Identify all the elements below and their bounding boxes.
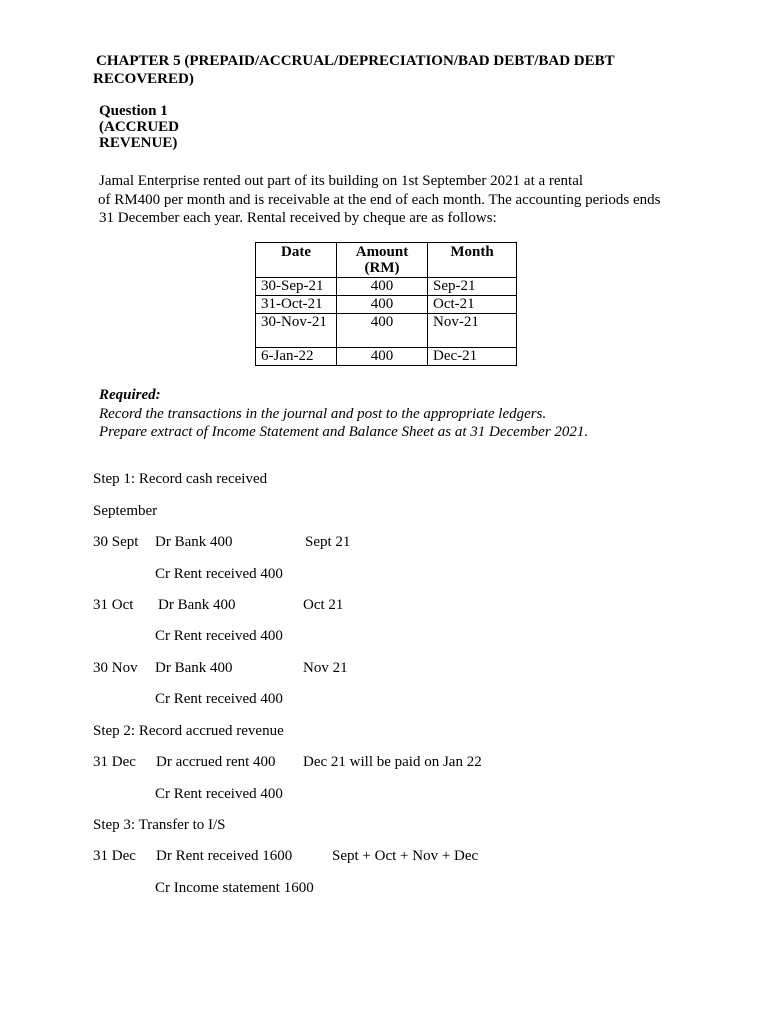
table-header-row bbox=[256, 243, 517, 278]
entry-date: 30 Sept bbox=[93, 534, 139, 550]
cell-date: 30-Sep-21 bbox=[256, 278, 337, 296]
entry-note: Oct 21 bbox=[303, 597, 344, 613]
step2-heading: Step 2: Record accrued revenue bbox=[93, 723, 284, 739]
chapter-title-line1: CHAPTER 5 (PREPAID/ACCRUAL/DEPRECIATION/BAD DEBT/BAD DEBT bbox=[96, 53, 615, 69]
required-section bbox=[99, 386, 588, 442]
question-topic-line1: (ACCRUED bbox=[99, 119, 179, 135]
paragraph-line2: of RM400 per month and is receivable at the end of each month. The accounting periods ends bbox=[98, 191, 661, 208]
entry-date: 31 Oct bbox=[93, 597, 134, 613]
question-paragraph bbox=[99, 172, 699, 228]
table-row bbox=[256, 314, 517, 348]
entry-date: 31 Dec bbox=[93, 848, 136, 864]
month-september: September bbox=[93, 503, 158, 519]
cell-amount: 400 bbox=[337, 296, 428, 314]
question-title bbox=[99, 103, 179, 151]
required-line2: Prepare extract of Income Statement and Balance Sheet as at 31 December 2021. bbox=[99, 424, 589, 440]
question-number: Question 1 bbox=[99, 103, 168, 119]
entry-date: 31 Dec bbox=[93, 754, 136, 770]
cell-amount: 400 bbox=[337, 348, 428, 366]
required-heading: Required: bbox=[99, 387, 161, 403]
cell-month: Nov-21 bbox=[428, 314, 517, 348]
entry-note: Dec 21 will be paid on Jan 22 bbox=[303, 754, 482, 770]
question-topic-line2: REVENUE) bbox=[99, 135, 178, 151]
entry-credit: Cr Rent received 400 bbox=[155, 691, 283, 707]
step3-heading: Step 3: Transfer to I/S bbox=[93, 817, 226, 833]
entry-note: Sept 21 bbox=[305, 534, 351, 550]
step1-heading: Step 1: Record cash received bbox=[93, 471, 268, 487]
entry-credit: Cr Rent received 400 bbox=[155, 566, 283, 582]
entry-debit: Dr Rent received 1600 bbox=[156, 848, 293, 864]
paragraph-line3: 31 December each year. Rental received by cheque are as follows: bbox=[99, 210, 497, 226]
cell-amount: 400 bbox=[337, 278, 428, 296]
paragraph-line1: Jamal Enterprise rented out part of its building on 1st September 2021 at a rental bbox=[99, 173, 584, 189]
rental-table bbox=[255, 242, 517, 366]
entry-credit: Cr Rent received 400 bbox=[155, 786, 283, 802]
header-month: Month bbox=[428, 243, 517, 278]
entry-note: Nov 21 bbox=[303, 660, 348, 676]
entry-debit: Dr Bank 400 bbox=[155, 534, 233, 550]
entry-credit: Cr Income statement 1600 bbox=[155, 880, 314, 896]
header-date: Date bbox=[256, 243, 337, 278]
cell-date: 30-Nov-21 bbox=[256, 314, 337, 348]
cell-amount: 400 bbox=[337, 314, 428, 348]
entry-debit: Dr accrued rent 400 bbox=[156, 754, 276, 770]
chapter-title bbox=[93, 52, 693, 88]
table-row bbox=[256, 348, 517, 366]
cell-date: 6-Jan-22 bbox=[256, 348, 337, 366]
header-amount: Amount (RM) bbox=[337, 243, 428, 278]
required-line1: Record the transactions in the journal and post to the appropriate ledgers. bbox=[99, 405, 547, 422]
entry-note: Sept + Oct + Nov + Dec bbox=[332, 848, 479, 864]
chapter-title-line2: RECOVERED) bbox=[93, 71, 194, 87]
table-row bbox=[256, 278, 517, 296]
entry-date: 30 Nov bbox=[93, 660, 138, 676]
entry-debit: Dr Bank 400 bbox=[158, 597, 236, 613]
table-row bbox=[256, 296, 517, 314]
cell-month: Sep-21 bbox=[428, 278, 517, 296]
cell-month: Dec-21 bbox=[428, 348, 517, 366]
entry-debit: Dr Bank 400 bbox=[155, 660, 233, 676]
cell-date: 31-Oct-21 bbox=[256, 296, 337, 314]
cell-month: Oct-21 bbox=[428, 296, 517, 314]
entry-credit: Cr Rent received 400 bbox=[155, 628, 283, 644]
